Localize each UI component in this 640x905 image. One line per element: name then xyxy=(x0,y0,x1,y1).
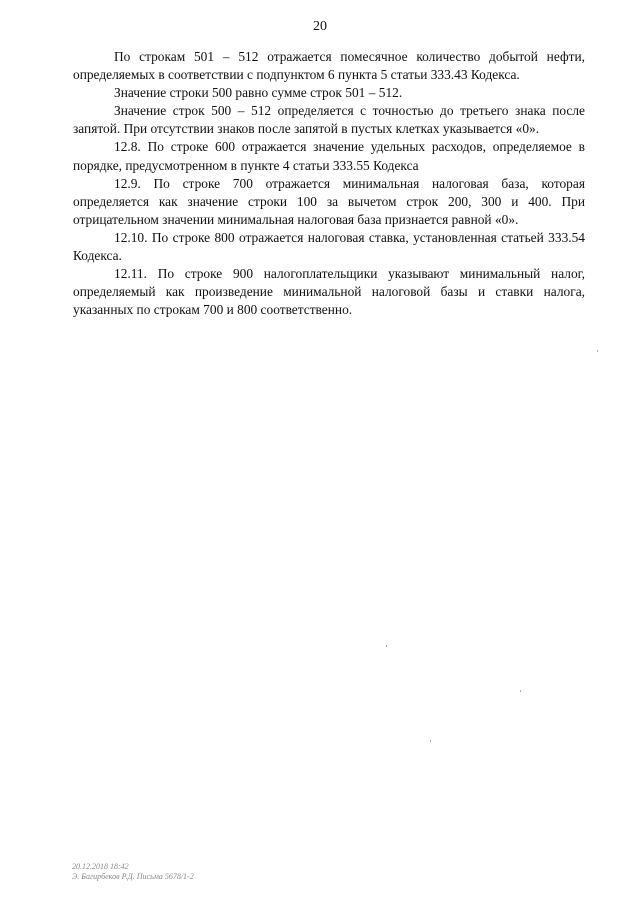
footer-doc-ref: Э. Багирбеков Р.Д. Письма 5678/1-2 xyxy=(72,872,194,881)
paragraph-12-9: 12.9. По строке 700 отражается минимальная налоговая база, которая определяется как значение строки 100 за вычетом строк 200, 300 и 400. При отрицательном значении минимальная налоговая база признается равной «0». xyxy=(73,175,585,227)
paragraph-12-8: 12.8. По строке 600 отражается значение удельных расходов, определяемое в порядке, предусмотренном в пункте 4 статьи 333.55 Кодекса xyxy=(73,139,585,173)
scan-speck xyxy=(386,645,387,647)
scan-speck xyxy=(597,350,598,352)
footer-stamp xyxy=(72,862,194,882)
scan-speck xyxy=(430,740,431,742)
paragraph-precision: Значение строк 500 – 512 определяется с точностью до третьего знака после запятой. При отсутствии знаков после запятой в пустых клетках указывается «0». xyxy=(73,103,585,137)
page-number: 20 xyxy=(313,19,327,34)
footer-timestamp: 20.12.2018 18:42 xyxy=(72,862,129,871)
paragraph-line-500-sum: Значение строки 500 равно сумме строк 501 – 512. xyxy=(114,85,403,101)
document-body xyxy=(73,48,585,319)
scan-speck xyxy=(520,690,521,692)
paragraph-lines-501-512: По строкам 501 – 512 отражается помесячное количество добытой нефти, определяемых в соответствии с подпунктом 6 пункта 5 статьи 333.43 Кодекса. xyxy=(73,49,585,83)
paragraph-12-10: 12.10. По строке 800 отражается налоговая ставка, установленная статьей 333.54 Кодекса. xyxy=(73,229,585,264)
paragraph-12-11: 12.11. По строке 900 налогоплательщики указывают минимальный налог, определяемый как произведение минимальной налоговой базы и ставки налога, указанных по строкам 700 и 800 соответственно. xyxy=(73,266,585,318)
